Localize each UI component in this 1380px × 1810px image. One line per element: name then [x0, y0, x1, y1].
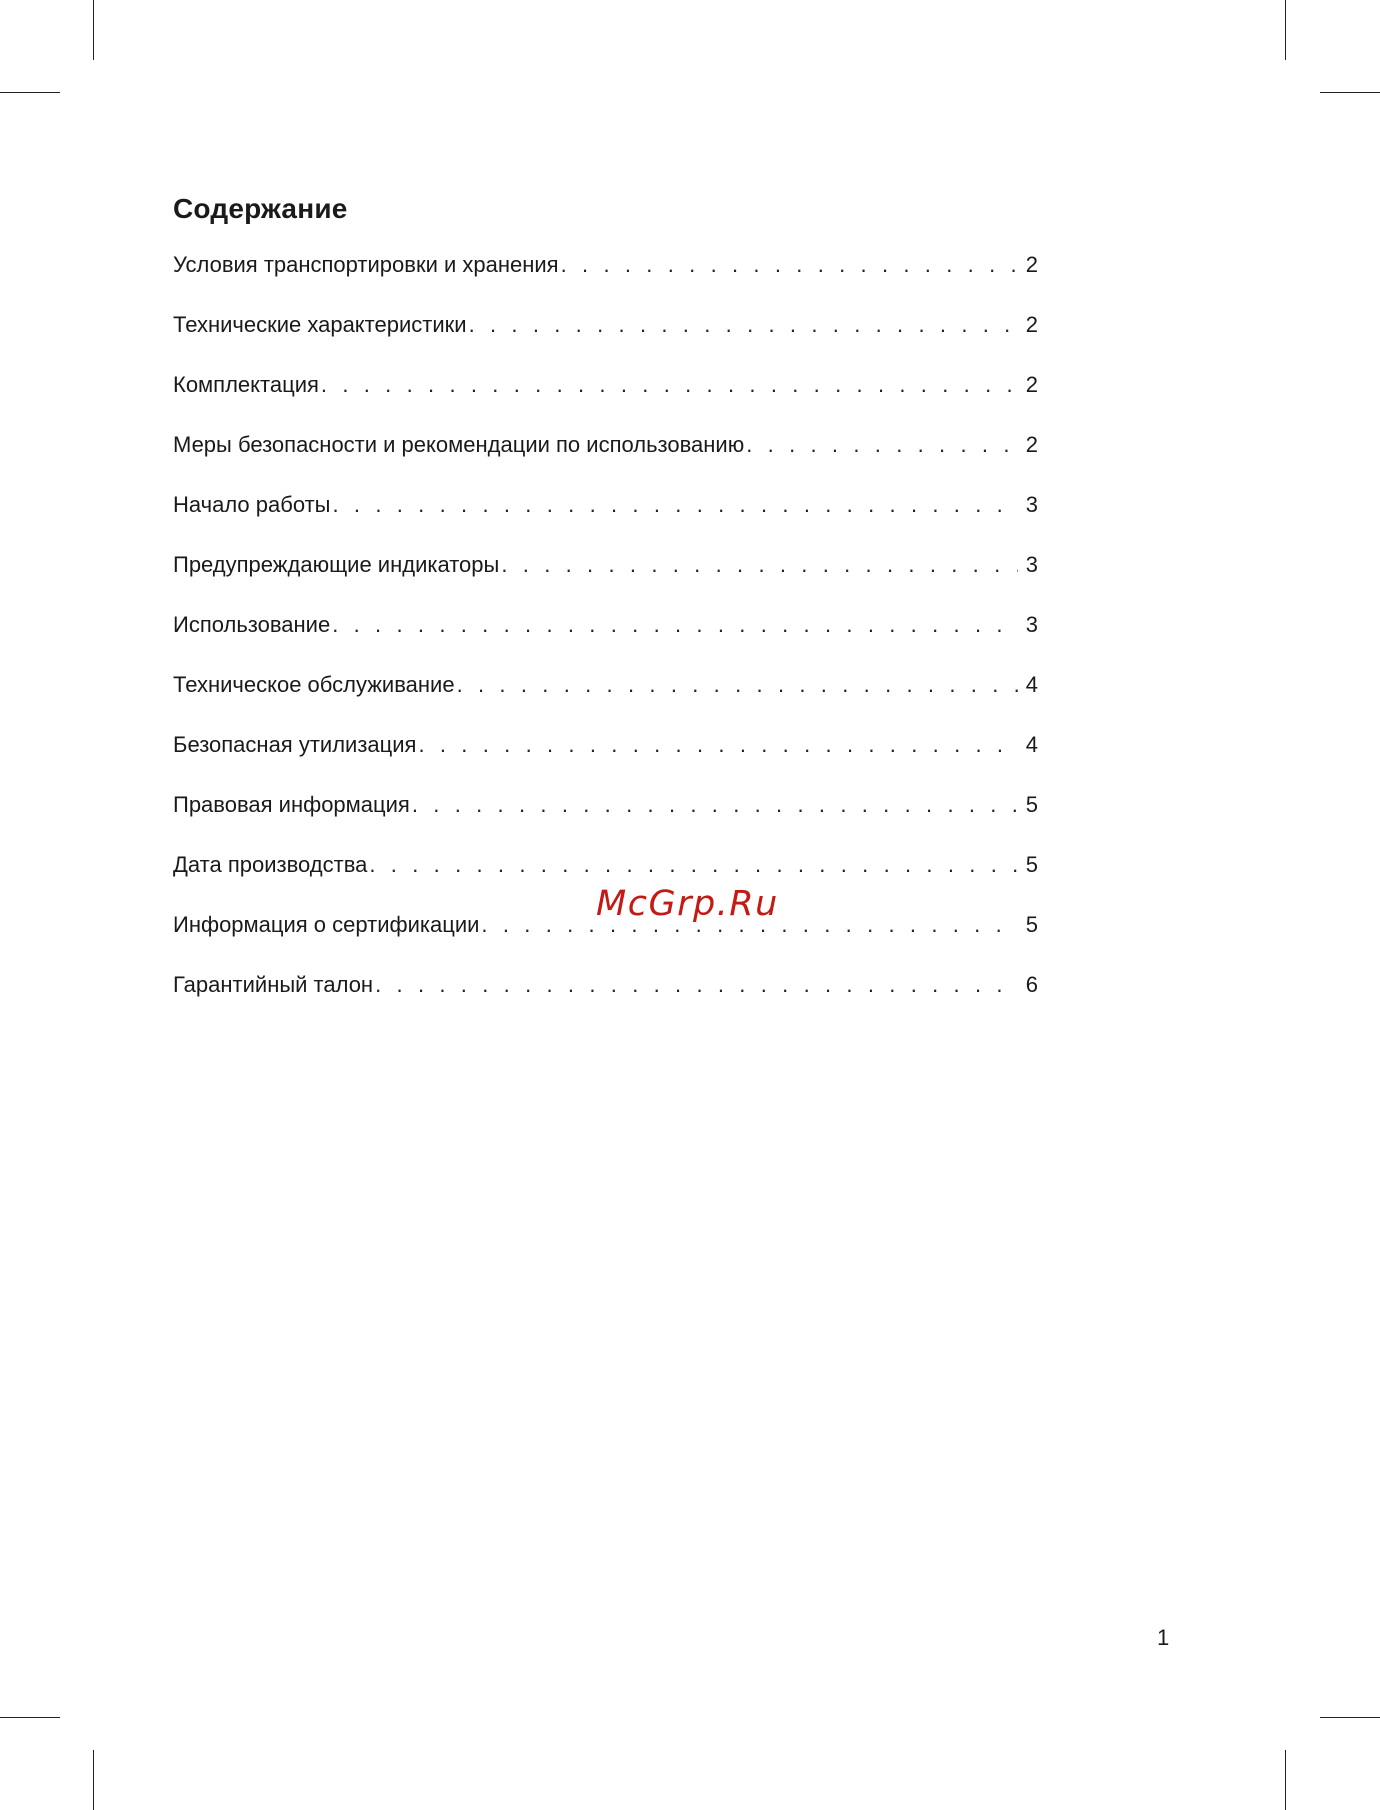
toc-entry-page: 2	[1025, 432, 1038, 457]
dot-leader	[332, 610, 1018, 640]
dot-leader	[369, 850, 1018, 880]
toc-entry-warning-indicators[interactable]	[173, 550, 1038, 610]
toc-entry-page: 6	[1025, 972, 1038, 997]
crop-mark-bottom-right-vertical	[1285, 1750, 1286, 1810]
toc-entry-page: 3	[1025, 552, 1038, 577]
toc-entry-page: 5	[1025, 852, 1038, 877]
toc-entry-page: 3	[1025, 492, 1038, 517]
crop-mark-top-left-horizontal	[0, 92, 60, 93]
toc-entry-transport-storage[interactable]	[173, 250, 1038, 310]
toc-entry-page: 5	[1025, 792, 1038, 817]
toc-entry-getting-started[interactable]	[173, 490, 1038, 550]
toc-entry-label: Технические характеристики	[173, 312, 467, 337]
toc-entry-disposal[interactable]	[173, 730, 1038, 790]
dot-leader	[332, 490, 1018, 520]
crop-mark-bottom-right-horizontal	[1320, 1717, 1380, 1718]
toc-entry-page: 2	[1025, 312, 1038, 337]
crop-mark-top-right-horizontal	[1320, 92, 1380, 93]
toc-entry-label: Техническое обслуживание	[173, 672, 455, 697]
toc-entry-package-contents[interactable]	[173, 370, 1038, 430]
toc-entry-page: 4	[1025, 672, 1038, 697]
dot-leader	[418, 730, 1018, 760]
dot-leader	[457, 670, 1018, 700]
toc-entry-label: Гарантийный талон	[173, 972, 374, 997]
crop-mark-top-left-vertical	[93, 0, 94, 60]
toc-entry-label: Использование	[173, 612, 331, 637]
page-number: 1	[1157, 1625, 1170, 1650]
toc-entry-label: Условия транспортировки и хранения	[173, 252, 559, 277]
dot-leader	[746, 430, 1018, 460]
dot-leader	[561, 250, 1018, 280]
toc-entry-label: Комплектация	[173, 372, 319, 397]
dot-leader	[375, 970, 1018, 1000]
crop-mark-top-right-vertical	[1285, 0, 1286, 60]
dot-leader	[412, 790, 1018, 820]
toc-entry-page: 3	[1025, 612, 1038, 637]
watermark: McGrp.Ru	[596, 884, 779, 924]
dot-leader	[321, 370, 1018, 400]
toc-entry-page: 2	[1025, 252, 1038, 277]
toc-entry-usage[interactable]	[173, 610, 1038, 670]
toc-entry-label: Правовая информация	[173, 792, 410, 817]
toc-entry-label: Безопасная утилизация	[173, 732, 417, 757]
crop-mark-bottom-left-vertical	[93, 1750, 94, 1810]
toc-entry-label: Информация о сертификации	[173, 912, 480, 937]
toc-entry-page: 5	[1025, 912, 1038, 937]
toc-entry-label: Дата производства	[173, 852, 368, 877]
toc-entry-page: 4	[1025, 732, 1038, 757]
toc-entry-specifications[interactable]	[173, 310, 1038, 370]
toc-entry-label: Предупреждающие индикаторы	[173, 552, 500, 577]
toc-entry-page: 2	[1025, 372, 1038, 397]
toc-entry-label: Начало работы	[173, 492, 331, 517]
dot-leader	[501, 550, 1018, 580]
toc-entry-legal-info[interactable]	[173, 790, 1038, 850]
page-title: Содержание	[173, 193, 348, 224]
crop-mark-bottom-left-horizontal	[0, 1717, 60, 1718]
toc-entry-safety[interactable]	[173, 430, 1038, 490]
toc-entry-warranty-card[interactable]	[173, 970, 1038, 1030]
dot-leader	[469, 310, 1018, 340]
toc-entry-maintenance[interactable]	[173, 670, 1038, 730]
toc-entry-label: Меры безопасности и рекомендации по использованию	[173, 432, 745, 457]
